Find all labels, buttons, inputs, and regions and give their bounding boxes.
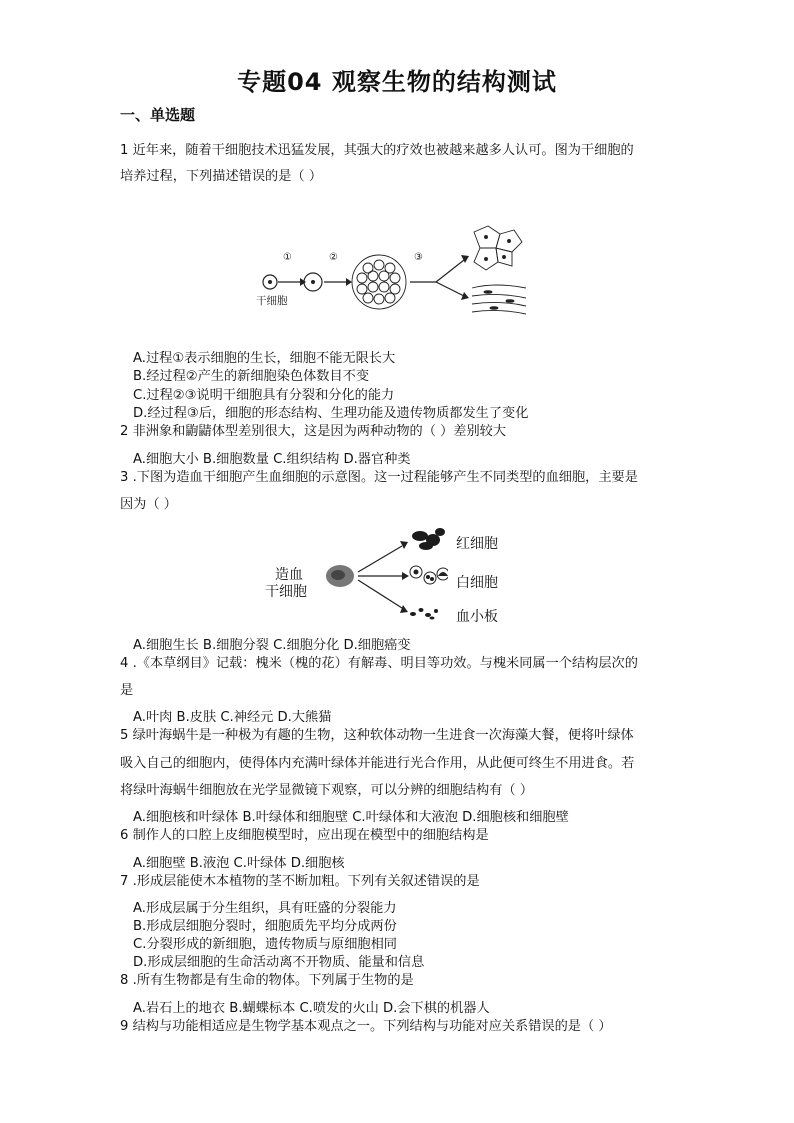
q2-options: A.细胞大小 B.细胞数量 C.组织结构 D.器官种类 xyxy=(133,452,411,467)
q7-option-d: D.形成层细胞的生命活动离不开物质、能量和信息 xyxy=(133,955,425,970)
q1-option-d: D.经过程③后，细胞的形态结构、生理功能及遗传物质都发生了变化 xyxy=(133,406,529,421)
q5-options: A.细胞核和叶绿体 B.叶绿体和细胞壁 C.叶绿体和大液泡 D.细胞核和细胞壁 xyxy=(133,810,569,825)
section-heading: 一、单选题 xyxy=(120,106,196,124)
q2-stem: 2 非洲象和鼩鼱体型差别很大，这是因为两种动物的（ ）差别较大 xyxy=(120,424,507,439)
q8-stem: 8 .所有生物都是有生命的物体。下列属于生物的是 xyxy=(120,973,414,988)
q4-options: A.叶肉 B.皮肤 C.神经元 D.大熊猫 xyxy=(133,710,332,725)
q7-option-b: B.形成层细胞分裂时，细胞质先平均分成两份 xyxy=(133,919,397,934)
hsc-label-line1: 造血 xyxy=(275,567,303,583)
stem-cell-label: 干细胞 xyxy=(256,295,288,307)
q1-option-b: B.经过程②产生的新细胞染色体数目不变 xyxy=(133,369,370,384)
q4-stem-line1: 4 .《本草纲目》记载：槐米（槐的花）有解毒、明目等功效。与槐米同属一个结构层次的 xyxy=(120,656,638,671)
q1-stem-line1: 1 近年来，随着干细胞技术迅猛发展，其强大的疗效也被越来越多人认可。图为干细胞的 xyxy=(120,143,634,158)
blood-cell-figure xyxy=(318,522,448,630)
page-title: 专题04 观察生物的结构测试 xyxy=(237,68,557,96)
q4-stem-line2: 是 xyxy=(120,683,134,698)
step-3-label: ③ xyxy=(414,252,423,263)
stem-cell-figure xyxy=(250,222,530,340)
q7-stem: 7 .形成层能使木本植物的茎不断加粗。下列有关叙述错误的是 xyxy=(120,874,480,889)
q3-options: A.细胞生长 B.细胞分裂 C.细胞分化 D.细胞癌变 xyxy=(133,638,411,653)
q5-stem-line3: 将绿叶海蜗牛细胞放在光学显微镜下观察，可以分辨的细胞结构有（ ） xyxy=(120,783,534,798)
q5-stem-line2: 吸入自己的细胞内，使得体内充满叶绿体并能进行光合作用，从此便可终生不用进食。若 xyxy=(120,756,635,771)
q1-option-c: C.过程②③说明干细胞具有分裂和分化的能力 xyxy=(133,388,395,403)
q1-option-a: A.过程①表示细胞的生长，细胞不能无限长大 xyxy=(133,351,396,366)
red-cell-label: 红细胞 xyxy=(456,536,498,552)
q8-options: A.岩石上的地衣 B.蝴蝶标本 C.喷发的火山 D.会下棋的机器人 xyxy=(133,1001,490,1016)
q7-option-c: C.分裂形成的新细胞，遗传物质与原细胞相同 xyxy=(133,937,397,952)
q6-options: A.细胞壁 B.液泡 C.叶绿体 D.细胞核 xyxy=(133,856,345,871)
q3-stem-line2: 因为（ ） xyxy=(120,497,177,512)
step-1-label: ① xyxy=(283,252,292,263)
q9-stem: 9 结构与功能相适应是生物学基本观点之一。下列结构与功能对应关系错误的是（ ） xyxy=(120,1019,612,1034)
platelet-label: 血小板 xyxy=(456,609,498,625)
q7-option-a: A.形成层属于分生组织，具有旺盛的分裂能力 xyxy=(133,901,397,916)
step-2-label: ② xyxy=(329,252,338,263)
q6-stem: 6 制作人的口腔上皮细胞模型时，应出现在模型中的细胞结构是 xyxy=(120,828,489,843)
q3-stem-line1: 3 .下图为造血干细胞产生血细胞的示意图。这一过程能够产生不同类型的血细胞，主要是 xyxy=(120,470,638,485)
q1-stem-line2: 培养过程，下列描述错误的是（ ） xyxy=(120,169,323,184)
white-cell-label: 白细胞 xyxy=(456,575,498,591)
q5-stem-line1: 5 绿叶海蜗牛是一种极为有趣的生物，这种软体动物一生进食一次海藻大餐，便将叶绿体 xyxy=(120,728,634,743)
hsc-label-line2: 干细胞 xyxy=(265,584,307,600)
